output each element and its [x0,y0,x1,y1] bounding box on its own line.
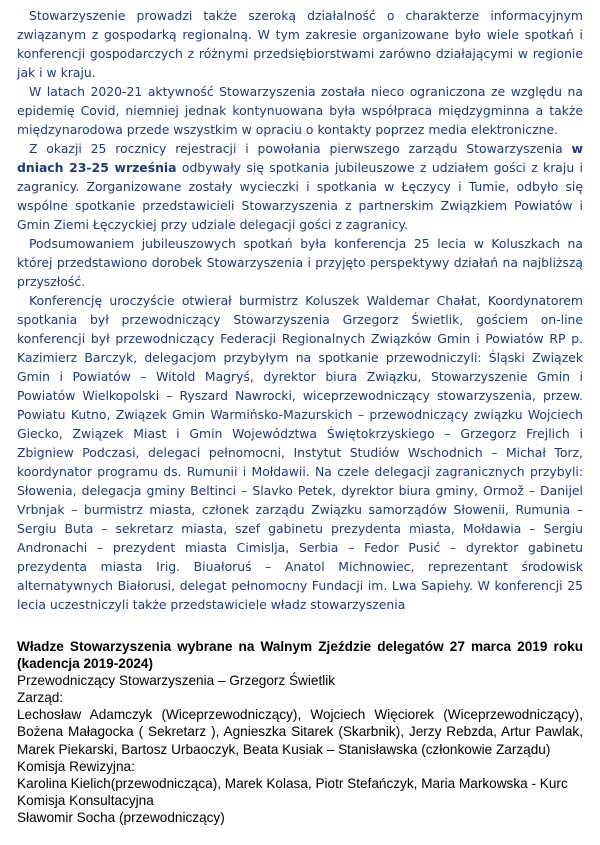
paragraph-conference-participants: Konferencję uroczyście otwierał burmistrz Koluszek Waldemar Chałat, Koordynatorem spotkania był przewodniczący Stowarzyszenia Grzegorz Świetlik, gościem on-line konferencji był przewodniczący Federacji Regionalnych Związków Gmin i Powiatów RP p. Kazimierz Barczyk, delegacjom przybyłym na spotkanie przewodniczyli: Śląski Związek Gmin i Powiatów – Witold Magryś, dyrektor biura Związku, Stowarzyszenie Gmin i Powiatów Wielkopolski – Ryszard Nawrocki, wiceprzewodniczący stowarzyszenia, przew. Powiatu Kutno, Związek Gmin Warmińsko-Mazurskich – przewodniczący związku Wojciech Giecko, Związek Miast i Gmin Województwa Świętokrzyskiego – Grzegorz Frejlich i Zbigniew Podczasi, delegaci pełnomocni, Instytut Studiów Wschodnich – Michał Torz, koordynator programu ds. Rumunii i Mołdawii. Na czele delegacji zagranicznych przybyli: Słowenia, delegacja gminy Beltinci – Slavko Petek, dyrektor biura gminy, Ormož – Danijel Vrbnjak – burmistrz miasta, członek zarządu Związku samorządów Słowenii, Rumunia – Sergiu Buta – sekretarz miasta, szef gabinetu prezydenta miasta, Mołdawia – Sergiu Andronachi – prezydent miasta Cimislja, Serbia – Fedor Pusić – dyrektor gabinetu prezydenta miasta Irig. Biuałoruś – Anatol Michnowiec, reprezentant środowisk alternatywnych Białorusi, delegat pełnomocny Fundacji im. Lwa Sapiehy. W konferencji 25 lecia uczestniczyli także przedstawiciele władz stowarzyszenia [17,293,583,612]
authorities-section [17,638,583,826]
chairman-line: Przewodniczący Stowarzyszenia – Grzegorz Świetlik [17,673,336,689]
consultative-committee-members: Sławomir Socha (przewodniczący) [17,809,225,825]
authorities-heading: Władze Stowarzyszenia wybrane na Walnym Zjeździe delegatów 27 marca 2019 roku (kadencja 2019-2024) [17,639,583,672]
paragraph-information-activity: Stowarzyszenie prowadzi także szeroką działalność o charakterze informacyjnym związanym z gospodarką regionalną. W tym zakresie organizowane było wiele spotkań i konferencji gospodarczych z różnymi przedsiębiorstwami zarówno działającymi w regionie jak i w kraju. [17,8,583,80]
anniversary-dates: w dniach 23-25 września [17,141,583,175]
section-spacer [17,614,583,638]
anniversary-text-end: odbywały się spotkania jubileuszowe z udziałem gości z kraju i zagranicy. Zorganizowane zostały wycieczki i spotkania w Łęczycy i Tumie, odbyło się wspólne spotkanie przedstawicieli Stowarzyszenia z partnerskim Związkiem Powiatów i Gmin Ziemi Łęczyckiej przy udziale delegacji gości z zagranicy. [17,160,583,232]
audit-committee-label: Komisja Rewizyjna: [17,758,135,774]
paragraph-covid-period: W latach 2020-21 aktywność Stowarzyszenia została nieco ograniczona ze względu na epidemię Covid, niemniej jednak kontynuowana była współpraca międzygminna a także międzynarodowa przede wszystkim w opraciu o kontakty poprzez media elektroniczne. [17,84,583,137]
board-members: Lechosław Adamczyk (Wiceprzewodniczący), Wojciech Więciorek (Wiceprzewodniczący), Bożena Małagocka ( Sekretarz ), Agnieszka Sitarek (Skarbnik), Jerzy Rebzda, Artur Pawlak, Marek Piekarski, Bartosz Urbaoczyk, Beata Kusiak – Stanisławska (członkowie Zarządu) [17,707,583,757]
document-page [17,6,583,826]
paragraph-anniversary-meetings [17,139,583,234]
paragraph-conference-summary: Podsumowaniem jubileuszowych spotkań była konferencja 25 lecia w Koluszkach na której przedstawiono dorobek Stowarzyszenia i przyjęto perspektywy działań na najbliższą przyszłość. [17,236,583,289]
board-label: Zarząd: [17,690,64,706]
activity-description [17,6,583,614]
consultative-committee-label: Komisja Konsultacyjna [17,792,154,808]
audit-committee-members: Karolina Kielich(przewodnicząca), Marek Kolasa, Piotr Stefańczyk, Maria Markowska - Kurc [17,775,568,791]
anniversary-text-start: Z okazji 25 rocznicy rejestracji i powołania pierwszego zarządu Stowarzyszenia [29,141,572,156]
